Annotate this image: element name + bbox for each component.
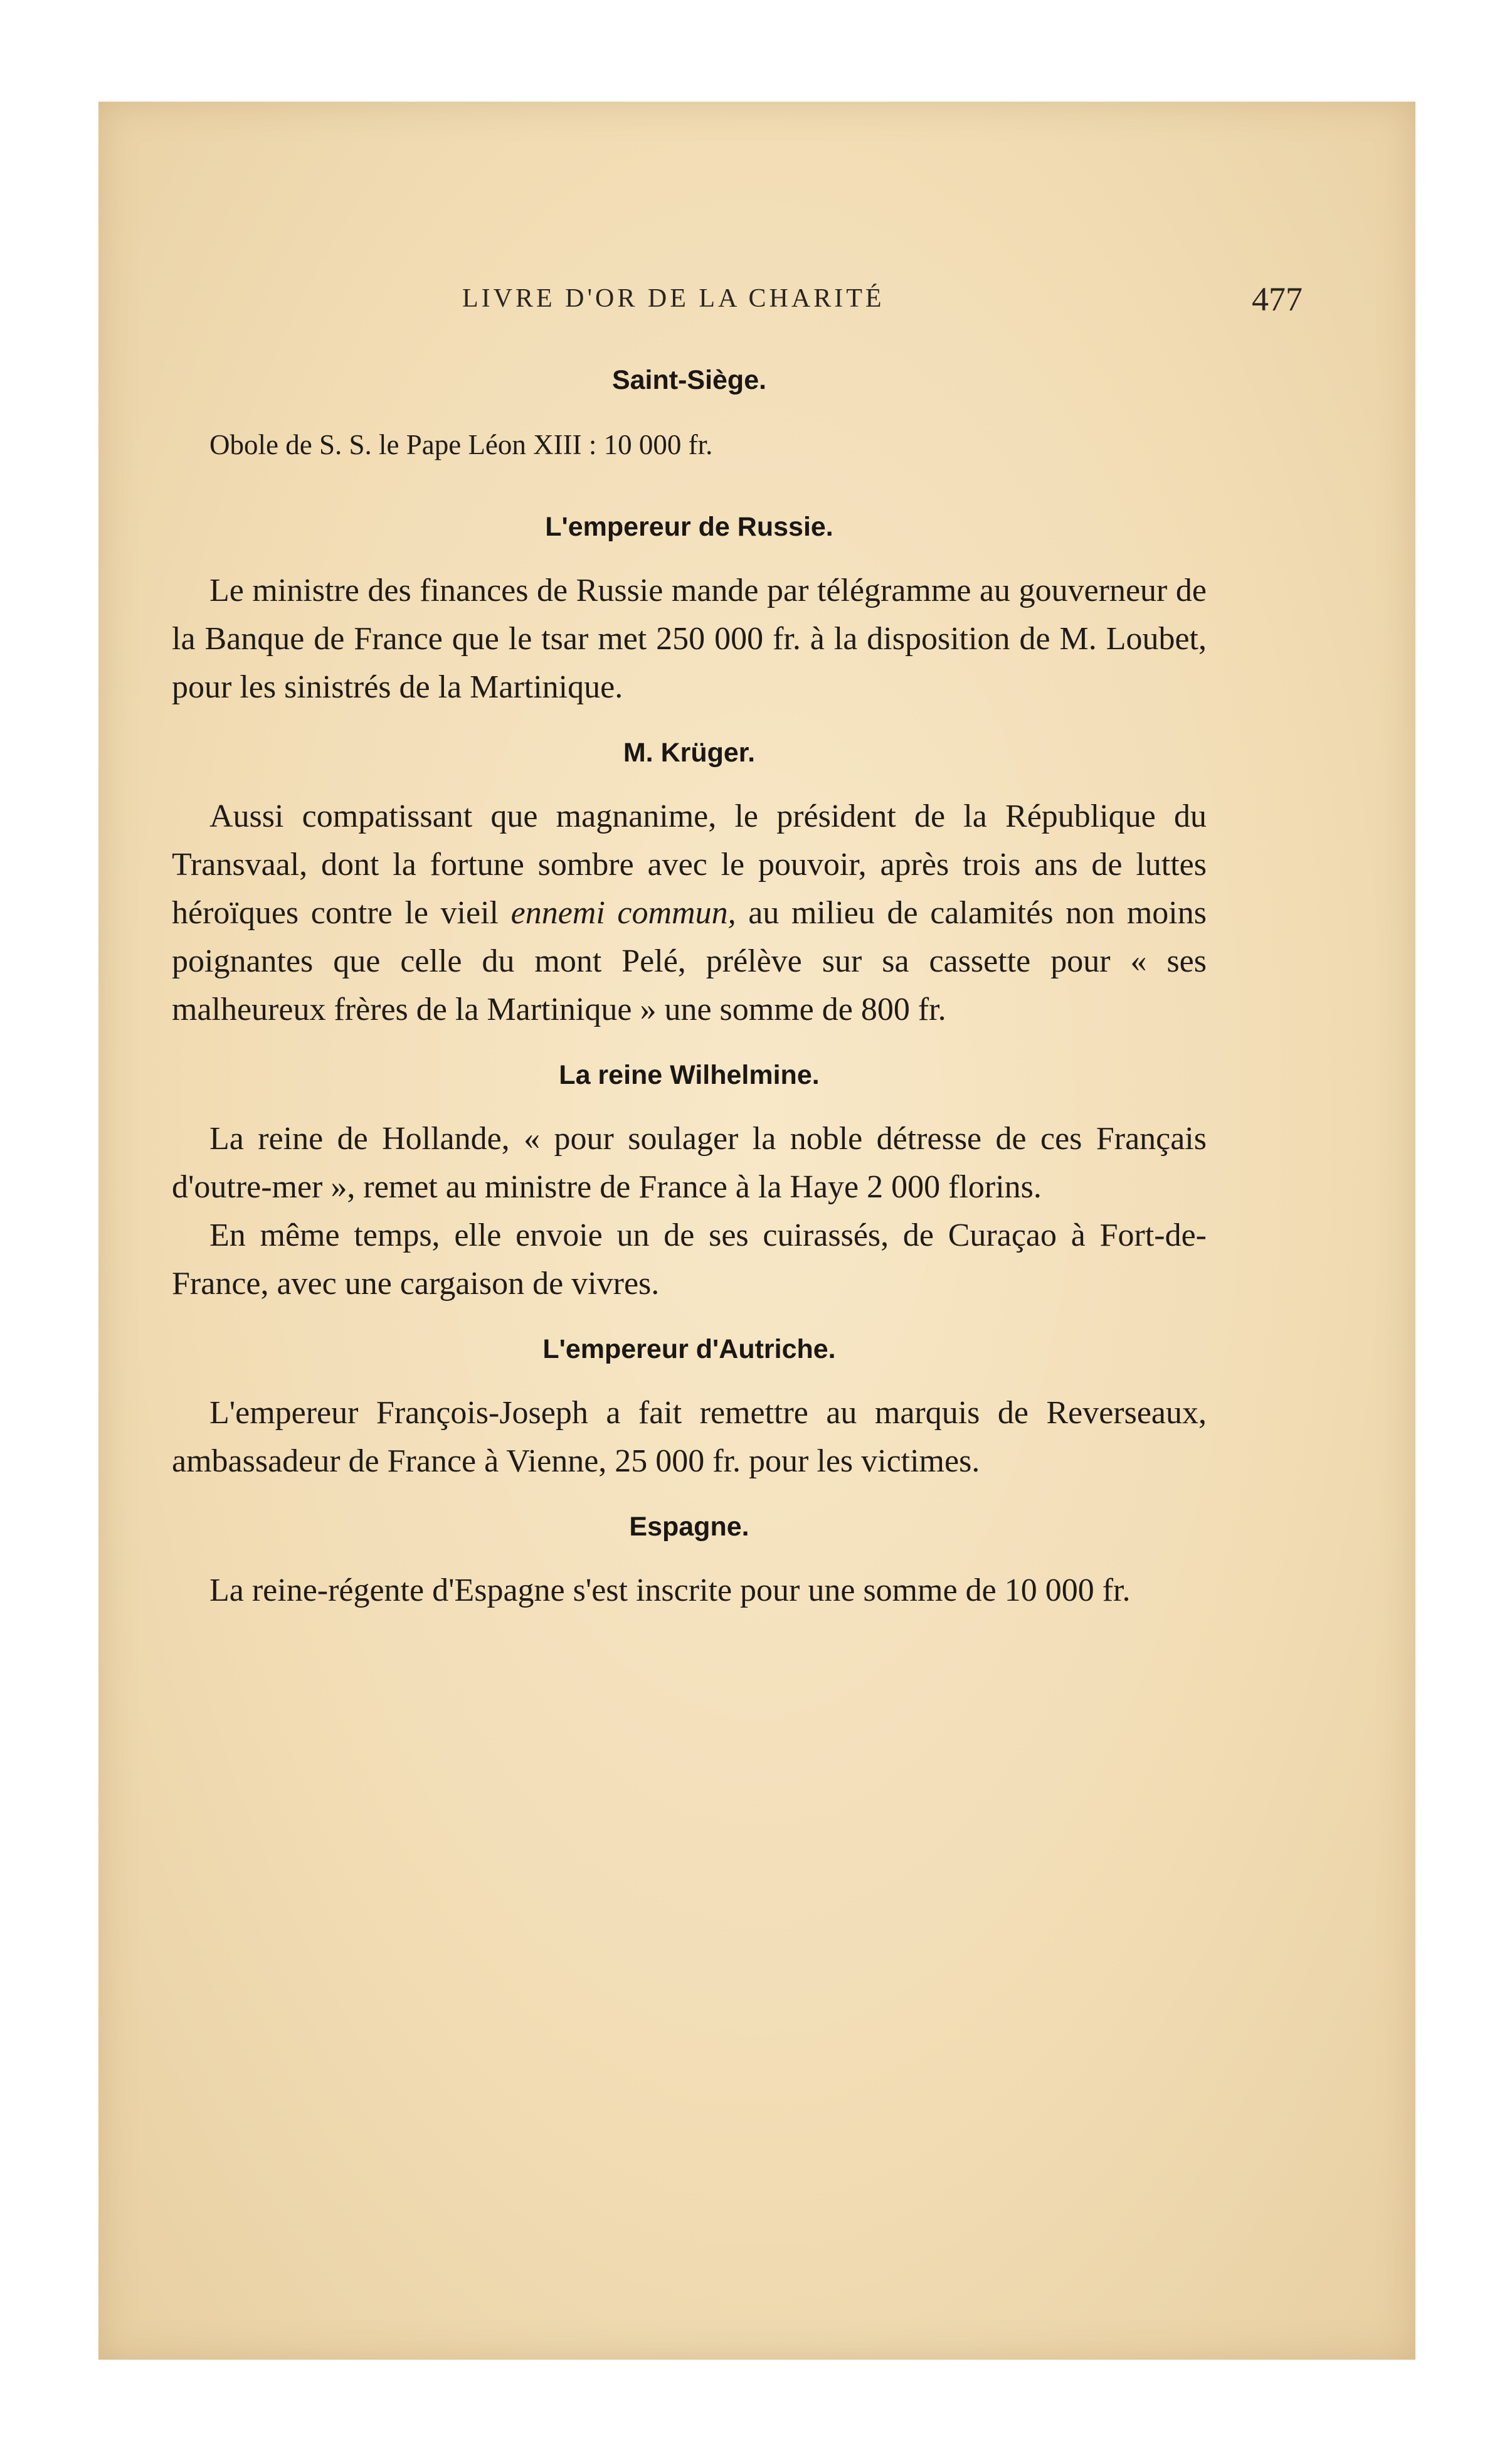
heading-espagne: Espagne. <box>629 1512 749 1542</box>
paragraph-autriche: L'empereur François-Joseph a fait remettre au marquis de Reverseaux, ambassadeur de France à Vienne, 25 000 fr. pour les victimes. <box>172 1395 1207 1479</box>
paragraph-wilhelmine-1: La reine de Hollande, « pour soulager la noble détresse de ces Français d'outre-mer », remet au ministre de France à la Haye 2 000 florins. <box>172 1121 1207 1205</box>
heading-russie: L'empereur de Russie. <box>545 512 833 542</box>
running-title: LIVRE D'OR DE LA CHARITÉ <box>462 284 885 313</box>
page-number: 477 <box>1252 280 1303 318</box>
paragraph-saint-siege: Obole de S. S. le Pape Léon XIII : 10 000 fr. <box>209 429 713 460</box>
book-page <box>98 102 1415 2360</box>
paragraph-wilhelmine-2: En même temps, elle envoie un de ses cuirassés, de Curaçao à Fort-de-France, avec une cargaison de vivres. <box>172 1217 1207 1302</box>
paragraph-espagne: La reine-régente d'Espagne s'est inscrite pour une somme de 10 000 fr. <box>209 1572 1131 1608</box>
text-block <box>172 365 1207 1615</box>
heading-autriche: L'empereur d'Autriche. <box>542 1334 836 1364</box>
running-head <box>462 280 1303 334</box>
paragraph-kruger <box>172 792 1207 1034</box>
heading-saint-siege: Saint-Siège. <box>611 365 767 395</box>
paragraph-russie: Le ministre des finances de Russie mande par télégramme au gouverneur de la Banque de France que le tsar met 250 000 fr. à la disposition de M. Loubet, pour les sinistrés de la Martinique. <box>172 573 1207 705</box>
paragraph-kruger-part-1: Aussi compatissant que magnanime, le président de la République du Transvaal, dont la fortune sombre avec le pouvoir, après trois ans de luttes héroïques contre le vieil <box>172 798 1207 931</box>
paragraph-kruger-italic: ennemi commun, <box>510 895 736 931</box>
heading-wilhelmine: La reine Wilhelmine. <box>559 1060 820 1090</box>
heading-kruger: M. Krüger. <box>623 738 756 768</box>
paragraph-kruger-part-2: au milieu de calamités non moins poignantes que celle du mont Pelé, prélève sur sa cassette pour « ses malheureux frères de la Martinique » une somme de 800 fr. <box>172 895 1207 1027</box>
